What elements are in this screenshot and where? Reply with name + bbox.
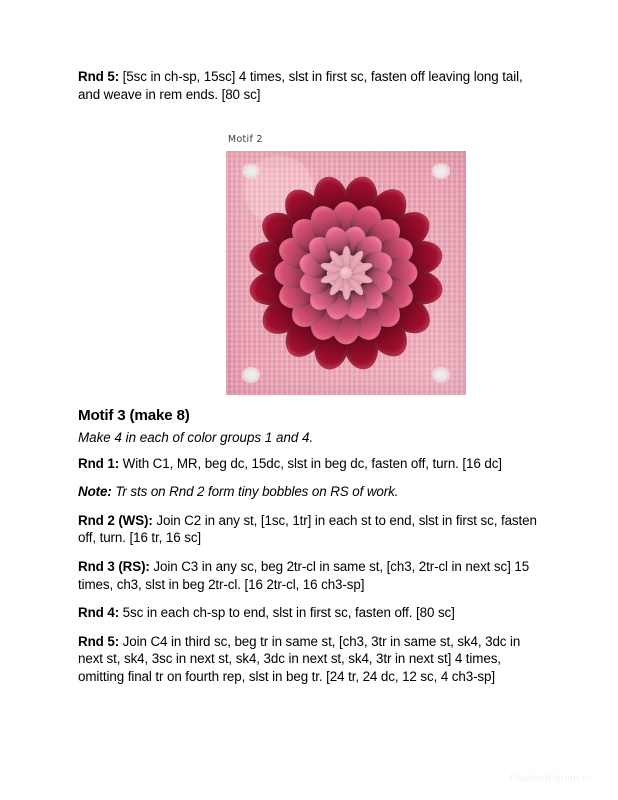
paragraph-round-0 [78, 455, 548, 473]
round-label: Rnd 4: [78, 605, 120, 621]
corner-hole-bottom-right [432, 367, 450, 383]
section-subtitle: Make 4 in each of color groups 1 and 4. [78, 430, 314, 445]
page-title: Motif 3 (make 8) [78, 407, 190, 424]
corner-hole-bottom-left [242, 367, 260, 383]
motif-photo [226, 151, 466, 395]
round-text: Join C3 in any sc, beg 2tr-cl in same st, [ch3, 2tr-cl in next sc] 15 times, ch3, slst in beg 2tr-cl. [16 2tr-cl, 16 ch3-sp] [78, 558, 530, 592]
paragraph-round-2 [78, 512, 548, 547]
round-label: Rnd 5: [78, 633, 120, 649]
round-text: Join C4 in third sc, beg tr in same st, [ch3, 3tr in same st, sk4, 3dc in next st, sk4, 3sc in next st, sk4, 3dc in next st, sk4, 3tr in next st] 4 times, omitting final tr on fourth rep, slst in beg tr. [24 tr, 24 dc, 12 sc, 4 ch3-sp] [78, 633, 521, 684]
round-label: Rnd 1: [78, 455, 120, 471]
center-dot [340, 267, 352, 279]
motif-photo-render [226, 151, 466, 395]
corner-hole-top-left [242, 163, 260, 179]
round-text: Tr sts on Rnd 2 form tiny bobbles on RS of work. [111, 484, 399, 500]
document-content [78, 68, 548, 114]
motif3-section [78, 406, 548, 697]
motif-figure [226, 134, 466, 395]
round-text: With C1, MR, beg dc, 15dc, slst in beg dc, fasten off, turn. [16 dc] [119, 455, 502, 471]
paragraph-round-4 [78, 604, 548, 622]
paragraph-round-1 [78, 483, 548, 501]
round-label: Note: [78, 484, 112, 500]
round-text: 5sc in each ch-sp to end, slst in first sc, fasten off. [80 sc] [119, 605, 455, 621]
round-text: Join C2 in any st, [1sc, 1tr] in each st to end, slst in first sc, fasten off, turn. [16 tr, 16 sc] [78, 512, 537, 546]
paragraph-round-3 [78, 558, 548, 593]
watermark: PassionForum.ru [509, 773, 592, 784]
center-starburst [317, 244, 375, 302]
paragraph-round-5 [78, 633, 548, 686]
round-label: Rnd 2 (WS): [78, 512, 153, 528]
corner-hole-top-right [432, 163, 450, 179]
round-label: Rnd 3 (RS): [78, 558, 150, 574]
round-text: [5sc in ch-sp, 15sc] 4 times, slst in first sc, fasten off leaving long tail, and weave in rem ends. [80 sc] [78, 69, 523, 102]
rounds-list [78, 455, 548, 686]
round-label: Rnd 5: [78, 69, 120, 84]
paragraph-rnd5-top [78, 68, 548, 103]
figure-caption: Motif 2 [228, 134, 263, 145]
